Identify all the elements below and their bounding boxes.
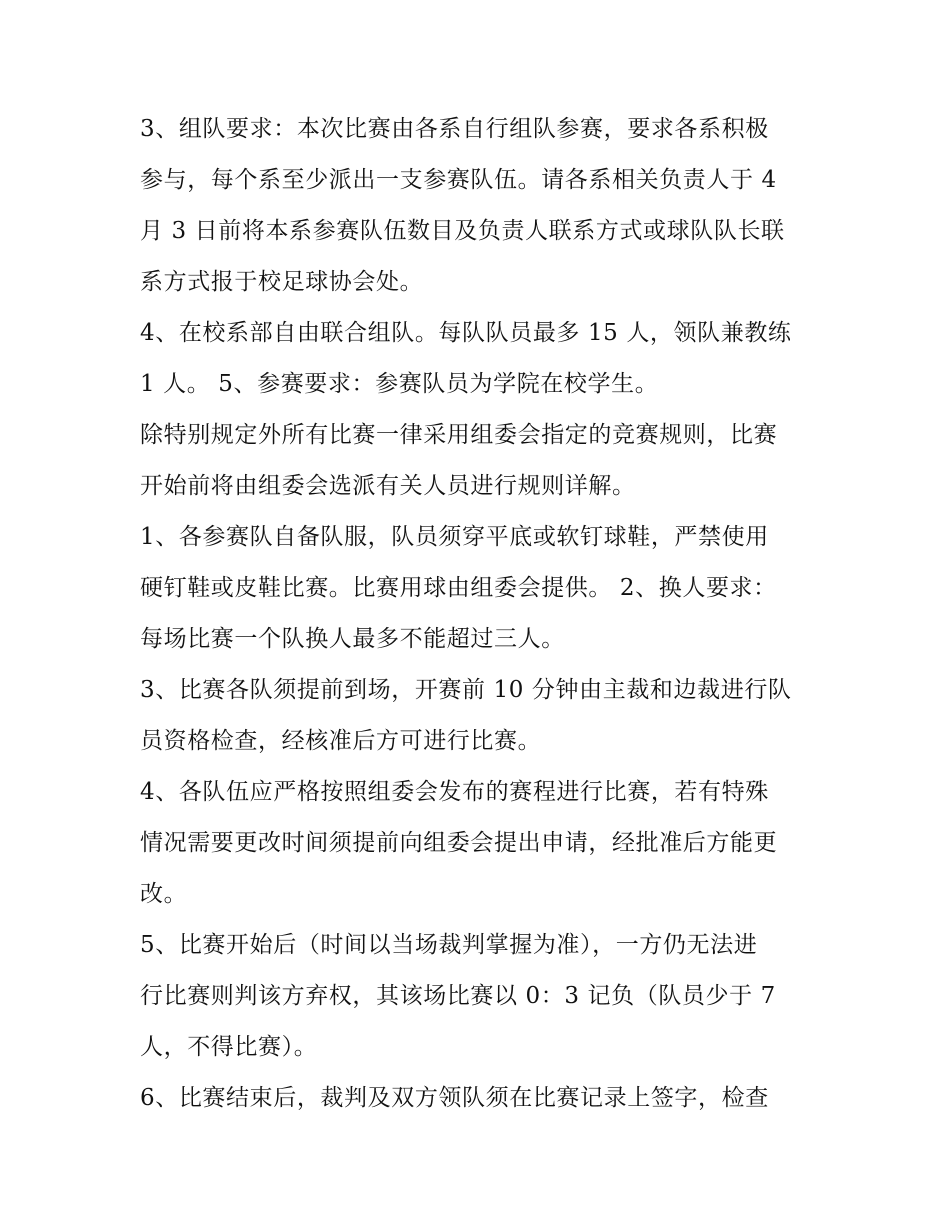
text-line: 3、比赛各队须提前到场，开赛前 10 分钟由主裁和边裁进行队 xyxy=(140,677,792,703)
text-line: 4、在校系部自由联合组队。每队队员最多 15 人，领队兼教练 xyxy=(140,320,792,346)
text-line: 4、各队伍应严格按照组委会发布的赛程进行比赛，若有特殊 xyxy=(140,779,769,805)
document-body xyxy=(140,104,820,1124)
text-line: 1 人。 5、参赛要求：参赛队员为学院在校学生。 xyxy=(140,371,659,397)
text-line: 除特别规定外所有比赛一律采用组委会指定的竞赛规则，比赛 xyxy=(140,422,778,448)
text-line: 6、比赛结束后，裁判及双方领队须在比赛记录上签字，检查 xyxy=(140,1085,769,1111)
text-line: 参与，每个系至少派出一支参赛队伍。请各系相关负责人于 4 xyxy=(140,167,777,193)
text-line: 3、组队要求：本次比赛由各系自行组队参赛，要求各系积极 xyxy=(140,116,769,142)
text-line: 每场比赛一个队换人最多不能超过三人。 xyxy=(140,626,565,652)
text-line: 行比赛则判该方弃权，其该场比赛以 0：3 记负（队员少于 7 xyxy=(140,983,776,1009)
text-line: 5、比赛开始后（时间以当场裁判掌握为准），一方仍无法进 xyxy=(140,932,758,958)
text-line: 情况需要更改时间须提前向组委会提出申请，经批准后方能更 xyxy=(140,830,778,856)
text-line: 员资格检查，经核准后方可进行比赛。 xyxy=(140,728,542,754)
text-line: 系方式报于校足球协会处。 xyxy=(140,269,424,295)
text-line: 1、各参赛队自备队服，队员须穿平底或软钉球鞋，严禁使用 xyxy=(140,524,769,550)
text-line: 硬钉鞋或皮鞋比赛。比赛用球由组委会提供。 2、换人要求： xyxy=(140,575,777,601)
text-line: 人，不得比赛）。 xyxy=(140,1034,318,1060)
text-line: 月 3 日前将本系参赛队伍数目及负责人联系方式或球队队长联 xyxy=(140,218,785,244)
text-line: 改。 xyxy=(140,881,188,907)
text-line: 开始前将由组委会选派有关人员进行规则详解。 xyxy=(140,473,636,499)
